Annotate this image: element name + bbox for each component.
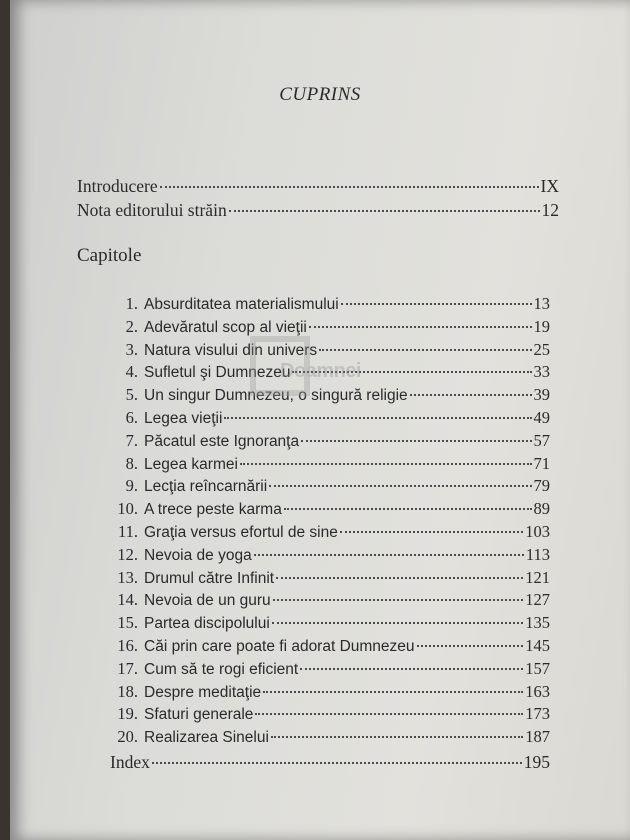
toc-page-number: 89 (533, 499, 550, 519)
chapter-title: Legea karmei (144, 455, 238, 473)
toc-page-number: 103 (525, 522, 550, 541)
chapter-number: 15. (117, 613, 138, 633)
toc-page-number: 157 (525, 658, 550, 678)
toc-label: Introducere (77, 176, 158, 196)
chapter-number: 1. (125, 294, 138, 313)
toc-page-number: 49 (533, 408, 550, 427)
chapter-number: 17. (117, 658, 138, 678)
toc-entry-chapter (110, 568, 550, 590)
toc-entry-chapter (110, 499, 550, 521)
chapter-title: Adevăratul scop al vieţii (144, 318, 307, 336)
chapter-title: Sufletul şi Dumnezeu (144, 364, 291, 382)
chapter-number: 8. (125, 453, 138, 473)
toc-page-number: IX (540, 176, 559, 196)
chapter-number: 2. (125, 316, 138, 336)
chapter-title: Legea vieţii (144, 410, 223, 427)
toc-leader-dots (254, 554, 524, 556)
chapter-number: 14. (117, 590, 138, 610)
toc-leader-dots (417, 645, 524, 647)
chapter-title: Nevoia de un guru (144, 592, 271, 610)
toc-page-number: 39 (533, 385, 550, 405)
toc-page-number: 135 (525, 613, 550, 633)
chapter-title: Graţia versus efortul de sine (144, 524, 338, 541)
watermark-logo (250, 336, 390, 436)
chapter-number: 13. (117, 567, 138, 587)
toc-leader-dots (269, 485, 531, 487)
toc-entry-chapter (110, 545, 550, 567)
toc-label: Nota editorului străin (77, 200, 227, 220)
chapter-title: Despre meditaţie (144, 683, 262, 701)
toc-leader-dots (271, 736, 523, 738)
toc-leader-dots (152, 762, 522, 764)
toc-leader-dots (273, 599, 524, 601)
toc-page-number: 127 (525, 590, 550, 610)
toc-page-number: 19 (533, 316, 550, 336)
toc-entry-index (110, 752, 550, 774)
chapter-title: Lecţia reîncarnării (144, 478, 268, 496)
chapter-number: 11. (117, 522, 138, 541)
toc-page-number: 79 (533, 476, 550, 496)
chapter-title: Cum să te rogi eficient (144, 660, 299, 678)
toc-leader-dots (301, 440, 531, 442)
page-title: CUPRINS (279, 84, 361, 105)
toc-page-number: 25 (533, 339, 550, 359)
toc-page-number: 121 (525, 567, 550, 587)
toc-entry-chapter (110, 704, 550, 726)
chapter-number: 18. (117, 681, 138, 701)
chapter-title: Sfaturi generale (144, 706, 254, 724)
chapter-title: Căi prin care poate fi adorat Dumnezeu (144, 638, 415, 655)
toc-entry-introducere (77, 176, 559, 198)
toc-leader-dots (341, 303, 532, 305)
toc-page-number: 13 (533, 294, 550, 313)
chapter-title: A trece peste karma (144, 501, 282, 519)
toc-entry-chapter (110, 522, 550, 544)
toc-entry-chapter (110, 454, 550, 476)
toc-entry-chapter (110, 294, 550, 316)
toc-leader-dots (340, 531, 523, 533)
toc-entry-chapter (110, 613, 550, 635)
toc-page-number: 113 (525, 544, 550, 564)
toc-entry-chapter (110, 727, 550, 749)
toc-page-number: 163 (525, 681, 550, 701)
chapter-title: Partea discipolului (144, 615, 270, 633)
toc-page-number: 57 (533, 430, 550, 450)
chapter-title: Natura visului din univers (144, 341, 318, 359)
chapter-title: Absurditatea materialismului (144, 296, 339, 313)
chapter-title: Nevoia de yoga (144, 546, 252, 564)
toc-page-number: 71 (533, 453, 550, 473)
toc-leader-dots (410, 394, 532, 396)
chapter-number: 10. (117, 499, 138, 519)
toc-entry-nota (77, 200, 559, 222)
toc-page-number: 12 (541, 200, 559, 220)
toc-leader-dots (272, 622, 523, 624)
toc-leader-dots (255, 713, 523, 715)
toc-entry-chapter (110, 590, 550, 612)
toc-leader-dots (276, 577, 523, 579)
toc-entry-chapter (110, 682, 550, 704)
toc-leader-dots (309, 326, 532, 328)
toc-leader-dots (263, 691, 523, 693)
toc-leader-dots (229, 210, 540, 212)
toc-entry-chapter (110, 659, 550, 681)
section-heading: Capitole (77, 245, 142, 266)
chapter-number: 4. (125, 362, 138, 382)
toc-leader-dots (160, 186, 539, 188)
toc-page-number: 33 (533, 362, 550, 382)
chapter-title: Un singur Dumnezeu, o singură religie (144, 387, 408, 405)
chapter-title: Păcatul este Ignoranţa (144, 432, 300, 450)
toc-page-number: 173 (525, 704, 550, 724)
chapter-title: Drumul către Infinit (144, 569, 275, 587)
toc-leader-dots (284, 508, 532, 510)
chapter-number: 3. (125, 339, 138, 359)
watermark-text: Doamnei (280, 360, 361, 382)
chapter-title: Realizarea Sinelui (144, 729, 269, 747)
toc-page-number: 195 (523, 752, 550, 772)
toc-page-number: 187 (525, 727, 550, 747)
toc-leader-dots (240, 463, 532, 465)
chapter-number: 20. (117, 727, 138, 747)
toc-page-number: 145 (525, 636, 550, 655)
toc-entry-chapter (110, 636, 550, 658)
chapter-number: 19. (117, 704, 138, 724)
chapter-number: 5. (125, 385, 138, 405)
chapter-number: 16. (117, 636, 138, 655)
toc-leader-dots (300, 668, 523, 670)
toc-entry-chapter (110, 476, 550, 498)
book-page (10, 0, 630, 840)
chapter-number: 9. (125, 476, 138, 496)
chapter-number: 7. (125, 430, 138, 450)
chapter-number: 6. (125, 408, 138, 427)
chapter-number: 12. (117, 544, 138, 564)
toc-label: Index (110, 752, 150, 772)
